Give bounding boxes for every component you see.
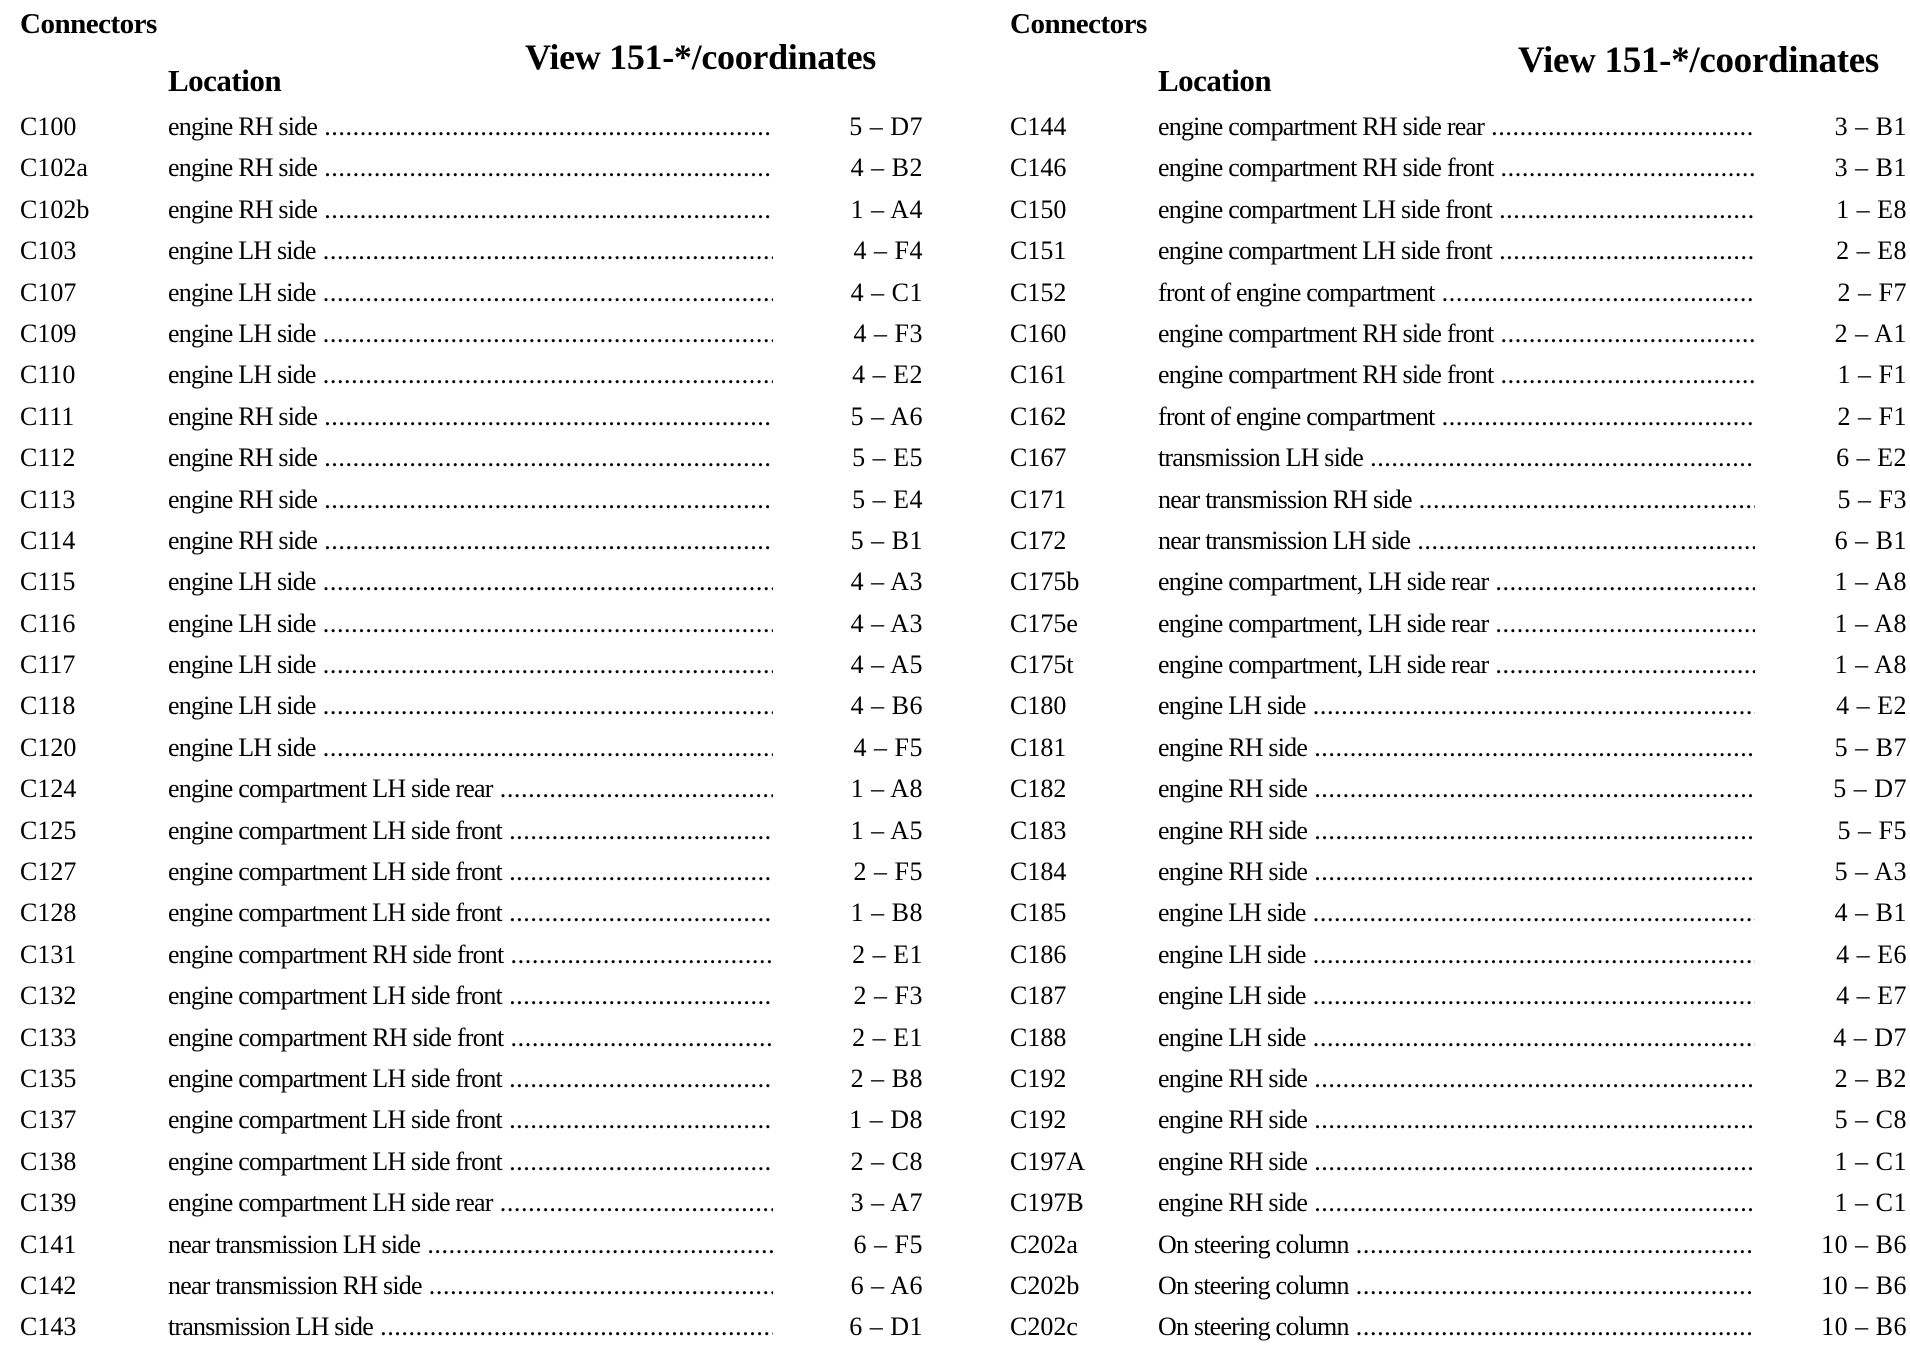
view-coordinate: 5 – C8 <box>1834 1105 1907 1135</box>
connector-id: C100 <box>20 112 77 141</box>
connector-location: engine LH side ..... <box>168 644 773 685</box>
connector-row <box>1010 851 1910 892</box>
connector-location: engine RH side ..... <box>1158 1058 1755 1099</box>
view-coordinate: 2 – F1 <box>1837 401 1907 431</box>
view-coordinate: 4 – A3 <box>850 608 923 638</box>
connector-id: C175t <box>1010 650 1074 680</box>
connector-id: C128 <box>20 898 77 928</box>
view-coordinate: 5 – B1 <box>850 525 923 555</box>
connector-row <box>20 810 923 851</box>
connector-location: engine compartment RH side front ..... <box>1158 313 1755 354</box>
connector-row <box>1010 603 1910 644</box>
connector-location: engine compartment LH side front ..... <box>1158 230 1755 271</box>
connector-location: engine compartment LH side front ..... <box>168 851 773 892</box>
connector-id: C115 <box>20 567 76 597</box>
view-coordinate: 4 – E7 <box>1836 981 1907 1011</box>
view-coordinate: 1 – A8 <box>1834 608 1907 638</box>
connector-row <box>20 147 923 188</box>
connector-location: On steering column ..... <box>1158 1224 1755 1265</box>
connector-id: C182 <box>1010 774 1067 804</box>
connector-location: engine LH side ..... <box>1158 1017 1755 1058</box>
connector-id: C181 <box>1010 732 1067 762</box>
view-coordinate: 4 – E2 <box>852 360 923 390</box>
connector-row <box>20 396 923 437</box>
connector-row <box>20 1306 923 1347</box>
location-heading: Location <box>1158 63 1272 98</box>
connector-location: engine LH side ..... <box>1158 685 1755 726</box>
connector-row <box>1010 147 1910 188</box>
connector-id: C146 <box>1010 153 1067 183</box>
view-coordinate: 2 – F5 <box>853 857 923 887</box>
connector-id: C102a <box>20 153 88 183</box>
connector-row <box>20 975 923 1016</box>
connector-location: engine compartment LH side front ..... <box>168 1099 773 1140</box>
connector-row <box>1010 934 1910 975</box>
view-coordinate: 4 – E6 <box>1836 939 1907 969</box>
connector-row <box>20 1224 923 1265</box>
connector-id: C186 <box>1010 939 1067 969</box>
connector-id: C142 <box>20 1270 77 1300</box>
connector-row <box>1010 1017 1910 1058</box>
connector-id: C137 <box>20 1105 77 1135</box>
connector-id: C114 <box>20 525 76 555</box>
view-coordinate: 1 – A8 <box>1834 650 1907 680</box>
connector-row <box>20 561 923 602</box>
view-coordinate: 1 – C1 <box>1834 1188 1907 1218</box>
view-coordinate: 1 – B8 <box>850 898 923 928</box>
connector-location: engine compartment RH side front ..... <box>168 934 773 975</box>
connector-row <box>1010 892 1910 933</box>
connector-id: C150 <box>1010 194 1067 224</box>
connector-location: engine RH side ..... <box>1158 1141 1755 1182</box>
connector-location: engine RH side ..... <box>1158 851 1755 892</box>
connector-id: C171 <box>1010 484 1067 514</box>
connector-row <box>1010 1306 1910 1347</box>
connector-id: C118 <box>20 691 76 721</box>
connector-location: engine compartment, LH side rear ..... <box>1158 561 1755 602</box>
view-coordinate: 4 – D7 <box>1833 1022 1907 1052</box>
connector-location: engine LH side ..... <box>1158 975 1755 1016</box>
connector-id: C143 <box>20 1312 77 1342</box>
view-coordinate: 5 – B7 <box>1834 732 1907 762</box>
view-coordinate: 2 – F3 <box>853 981 923 1011</box>
connectors-heading: Connectors <box>20 8 157 40</box>
connector-row <box>1010 1182 1910 1223</box>
connector-location: engine compartment RH side front ..... <box>1158 147 1755 188</box>
connector-row <box>1010 1224 1910 1265</box>
connector-id: C197B <box>1010 1188 1084 1218</box>
location-heading: Location <box>168 63 282 98</box>
connector-location: near transmission LH side ..... <box>1158 520 1755 561</box>
connector-id: C183 <box>1010 815 1067 845</box>
view-coordinate: 5 – A3 <box>1834 857 1907 887</box>
view-coordinate: 6 – E2 <box>1836 443 1907 473</box>
view-coordinate: 1 – C1 <box>1834 1146 1907 1176</box>
view-coordinate: 6 – B1 <box>1834 525 1907 555</box>
connector-row <box>1010 272 1910 313</box>
connector-id: C135 <box>20 1063 77 1093</box>
connector-location: engine RH side ..... <box>1158 1099 1755 1140</box>
connector-location: near transmission LH side ..... <box>168 1224 773 1265</box>
connector-row <box>20 603 923 644</box>
connector-id: C202a <box>1010 1229 1078 1259</box>
connector-location: engine LH side ..... <box>168 561 773 602</box>
connector-location: engine compartment RH side front ..... <box>1158 354 1755 395</box>
view-coordinate: 1 – D8 <box>849 1105 923 1135</box>
connector-id: C109 <box>20 318 77 348</box>
connector-id: C192 <box>1010 1063 1067 1093</box>
connector-list <box>1010 106 1910 1348</box>
view-coordinates-heading: View 151-*/coordinates <box>1518 40 1879 81</box>
connector-location: engine compartment LH side front ..... <box>1158 189 1755 230</box>
view-coordinate: 4 – F3 <box>853 318 923 348</box>
connector-row <box>20 479 923 520</box>
connector-id: C117 <box>20 650 76 680</box>
connector-location: engine RH side ..... <box>168 147 773 188</box>
connector-id: C138 <box>20 1146 77 1176</box>
connector-id: C188 <box>1010 1022 1067 1052</box>
connector-location: engine compartment RH side rear ..... <box>1158 106 1755 147</box>
connector-id: C131 <box>20 939 77 969</box>
connector-row <box>20 1058 923 1099</box>
connector-location: engine compartment LH side front ..... <box>168 975 773 1016</box>
view-coordinate: 6 – A6 <box>850 1270 923 1300</box>
connector-id: C132 <box>20 981 77 1011</box>
view-coordinate: 4 – B2 <box>850 153 923 183</box>
connector-id: C116 <box>20 608 76 638</box>
connector-id: C120 <box>20 732 77 762</box>
left-column <box>20 0 923 1344</box>
connector-row <box>1010 396 1910 437</box>
view-coordinate: 1 – A8 <box>850 774 923 804</box>
view-coordinate: 6 – F5 <box>853 1229 923 1259</box>
right-column <box>1010 0 1910 1344</box>
connector-id: C102b <box>20 194 90 224</box>
view-coordinate: 5 – F3 <box>1837 484 1907 514</box>
view-coordinate: 2 – B2 <box>1834 1063 1907 1093</box>
connector-id: C152 <box>1010 277 1067 307</box>
connector-id: C107 <box>20 277 77 307</box>
connector-row <box>1010 1265 1910 1306</box>
connector-id: C192 <box>1010 1105 1067 1135</box>
connector-row <box>1010 727 1910 768</box>
view-coordinate: 4 – C1 <box>850 277 923 307</box>
connector-location: engine compartment LH side rear ..... <box>168 768 773 809</box>
connector-id: C187 <box>1010 981 1067 1011</box>
connector-location: engine RH side ..... <box>1158 727 1755 768</box>
connector-row <box>1010 106 1910 147</box>
connector-id: C110 <box>20 360 76 390</box>
connector-location: engine RH side ..... <box>1158 1182 1755 1223</box>
connector-id: C172 <box>1010 525 1067 555</box>
connector-row <box>1010 1099 1910 1140</box>
connector-location: engine LH side ..... <box>1158 892 1755 933</box>
connector-list <box>20 106 923 1348</box>
connector-location: engine LH side ..... <box>168 230 773 271</box>
connector-row <box>1010 810 1910 851</box>
view-coordinate: 1 – A4 <box>850 194 923 224</box>
connector-id: C125 <box>20 815 77 845</box>
connector-location: engine compartment, LH side rear ..... <box>1158 644 1755 685</box>
view-coordinate: 1 – A5 <box>850 815 923 845</box>
connector-id: C175e <box>1010 608 1078 638</box>
connector-row <box>1010 644 1910 685</box>
connector-row <box>1010 1141 1910 1182</box>
connector-row <box>1010 437 1910 478</box>
connector-row <box>20 106 923 147</box>
connector-row <box>1010 479 1910 520</box>
connector-row <box>20 685 923 726</box>
connector-row <box>20 189 923 230</box>
connector-location: engine LH side ..... <box>168 603 773 644</box>
connector-row <box>20 1099 923 1140</box>
connector-row <box>20 851 923 892</box>
connector-id: C127 <box>20 857 77 887</box>
connector-row <box>20 520 923 561</box>
connector-id: C175b <box>1010 567 1080 597</box>
connector-location: engine LH side ..... <box>168 313 773 354</box>
connector-location: engine RH side ..... <box>1158 810 1755 851</box>
connector-location: engine RH side ..... <box>168 520 773 561</box>
connector-row <box>20 1265 923 1306</box>
connector-id: C197A <box>1010 1146 1086 1176</box>
view-coordinate: 5 – A6 <box>850 401 923 431</box>
view-coordinate: 5 – F5 <box>1837 815 1907 845</box>
view-coordinate: 2 – E1 <box>852 939 923 969</box>
connector-location: engine RH side ..... <box>1158 768 1755 809</box>
connector-row <box>1010 975 1910 1016</box>
connector-location: engine compartment LH side front ..... <box>168 1141 773 1182</box>
connector-row <box>1010 189 1910 230</box>
connector-id: C103 <box>20 236 77 266</box>
connector-row <box>20 768 923 809</box>
connector-location: transmission LH side ..... <box>1158 437 1755 478</box>
connector-row <box>1010 561 1910 602</box>
view-coordinate: 2 – E1 <box>852 1022 923 1052</box>
connector-row <box>1010 313 1910 354</box>
connector-location: front of engine compartment ..... <box>1158 272 1755 313</box>
connector-id: C167 <box>1010 443 1067 473</box>
view-coordinate: 5 – D7 <box>1833 774 1907 804</box>
view-coordinate: 2 – A1 <box>1834 318 1907 348</box>
connector-id: C124 <box>20 774 77 804</box>
connector-location: On steering column ..... <box>1158 1306 1755 1347</box>
connector-id: C144 <box>1010 112 1067 141</box>
connector-id: C202b <box>1010 1270 1080 1300</box>
connector-location: engine compartment LH side rear ..... <box>168 1182 773 1223</box>
connector-location: engine RH side ..... <box>168 396 773 437</box>
connector-location: engine LH side ..... <box>1158 934 1755 975</box>
connector-location: engine RH side ..... <box>168 437 773 478</box>
connector-id: C112 <box>20 443 76 473</box>
connector-row <box>20 934 923 975</box>
connector-id: C111 <box>20 401 75 431</box>
connector-id: C160 <box>1010 318 1067 348</box>
connector-id: C113 <box>20 484 76 514</box>
view-coordinate: 1 – A8 <box>1834 567 1907 597</box>
view-coordinate: 1 – F1 <box>1837 360 1907 390</box>
view-coordinate: 4 – B6 <box>850 691 923 721</box>
connector-row <box>20 892 923 933</box>
view-coordinates-heading: View 151-*/coordinates <box>525 37 877 77</box>
connector-location: engine compartment LH side front ..... <box>168 1058 773 1099</box>
view-coordinate: 1 – E8 <box>1836 194 1907 224</box>
connector-id: C139 <box>20 1188 77 1218</box>
connector-location: engine compartment LH side front ..... <box>168 892 773 933</box>
connector-location: engine RH side ..... <box>168 189 773 230</box>
connector-row <box>20 272 923 313</box>
connector-location: transmission LH side ..... <box>168 1306 773 1347</box>
view-coordinate: 3 – A7 <box>850 1188 923 1218</box>
connector-id: C151 <box>1010 236 1067 266</box>
connector-row <box>1010 1058 1910 1099</box>
connector-id: C141 <box>20 1229 77 1259</box>
view-coordinate: 6 – D1 <box>849 1312 923 1342</box>
connector-id: C162 <box>1010 401 1067 431</box>
view-coordinate: 5 – E5 <box>852 443 923 473</box>
view-coordinate: 4 – B1 <box>1834 898 1907 928</box>
connector-row <box>20 437 923 478</box>
view-coordinate: 4 – F5 <box>853 732 923 762</box>
connector-row <box>1010 520 1910 561</box>
connector-id: C161 <box>1010 360 1067 390</box>
view-coordinate: 10 – B6 <box>1821 1229 1907 1259</box>
connector-id: C184 <box>1010 857 1067 887</box>
connector-row <box>20 644 923 685</box>
view-coordinate: 2 – F7 <box>1837 277 1907 307</box>
view-coordinate: 5 – D7 <box>849 112 923 141</box>
connector-location: engine RH side ..... <box>168 106 773 147</box>
view-coordinate: 3 – B1 <box>1834 153 1907 183</box>
connector-location: On steering column ..... <box>1158 1265 1755 1306</box>
connectors-heading: Connectors <box>1010 8 1147 40</box>
connector-row <box>20 354 923 395</box>
connector-location: engine LH side ..... <box>168 727 773 768</box>
view-coordinate: 10 – B6 <box>1821 1270 1907 1300</box>
connector-row <box>1010 685 1910 726</box>
connector-row <box>20 1017 923 1058</box>
connector-id: C180 <box>1010 691 1067 721</box>
connector-row <box>20 313 923 354</box>
connector-id: C185 <box>1010 898 1067 928</box>
connector-location: near transmission RH side ..... <box>1158 479 1755 520</box>
connector-row <box>20 1141 923 1182</box>
connector-row <box>20 727 923 768</box>
connector-location: engine compartment, LH side rear ..... <box>1158 603 1755 644</box>
connector-location: engine RH side ..... <box>168 479 773 520</box>
connector-id: C202c <box>1010 1312 1078 1342</box>
connector-row <box>20 1182 923 1223</box>
view-coordinate: 2 – B8 <box>850 1063 923 1093</box>
connector-row <box>1010 354 1910 395</box>
connector-id: C133 <box>20 1022 77 1052</box>
view-coordinate: 3 – B1 <box>1834 112 1907 141</box>
connector-location: engine LH side ..... <box>168 685 773 726</box>
view-coordinate: 4 – F4 <box>853 236 923 266</box>
connector-location: engine LH side ..... <box>168 354 773 395</box>
connector-location: engine LH side ..... <box>168 272 773 313</box>
connector-row <box>1010 230 1910 271</box>
connector-row <box>1010 768 1910 809</box>
view-coordinate: 2 – C8 <box>850 1146 923 1176</box>
view-coordinate: 10 – B6 <box>1821 1312 1907 1342</box>
view-coordinate: 5 – E4 <box>852 484 923 514</box>
connector-location: near transmission RH side ..... <box>168 1265 773 1306</box>
connector-row <box>20 230 923 271</box>
connector-location: front of engine compartment ..... <box>1158 396 1755 437</box>
view-coordinate: 4 – A3 <box>850 567 923 597</box>
view-coordinate: 4 – E2 <box>1836 691 1907 721</box>
connector-location: engine compartment LH side front ..... <box>168 810 773 851</box>
view-coordinate: 2 – E8 <box>1836 236 1907 266</box>
connector-location: engine compartment RH side front ..... <box>168 1017 773 1058</box>
view-coordinate: 4 – A5 <box>850 650 923 680</box>
